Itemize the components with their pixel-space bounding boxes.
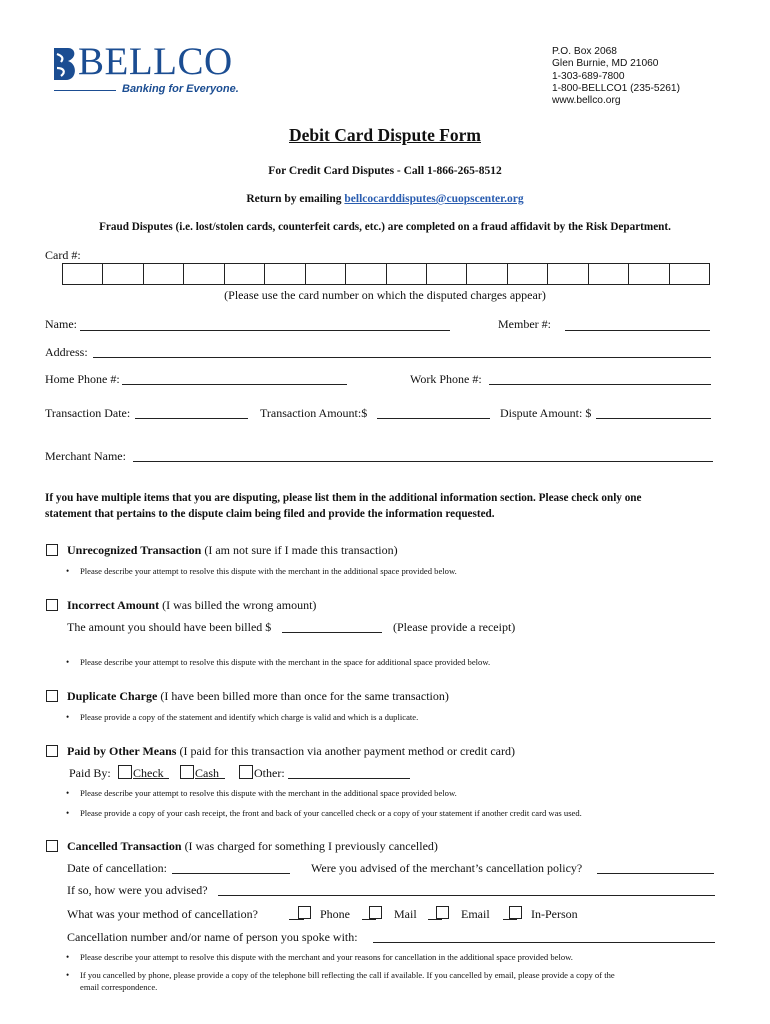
cancel-date-field[interactable] <box>172 873 290 874</box>
incorrect-amount-checkbox[interactable] <box>46 599 58 611</box>
logo-rule <box>54 90 116 91</box>
cancel-date-label: Date of cancellation: <box>67 861 167 875</box>
paid-by-cash-label: Cash <box>195 766 219 780</box>
work-phone-field[interactable] <box>489 384 711 385</box>
paid-by-other-field[interactable] <box>288 778 410 779</box>
contact-block <box>552 46 680 107</box>
paid-by-check-checkbox[interactable] <box>118 765 132 779</box>
paid-by-check-label: Check <box>133 766 164 780</box>
dispute-amount-field[interactable] <box>596 418 711 419</box>
contact-phone-1: 1-303-689-7800 <box>552 70 625 82</box>
bullet-icon: • <box>66 566 70 576</box>
incorrect-desc: (I was billed the wrong amount) <box>159 598 317 612</box>
method-email-label: Email <box>461 907 490 921</box>
name-field[interactable] <box>80 330 450 331</box>
unrecognized-desc: (I am not sure if I made this transaction) <box>201 543 398 557</box>
paid-by-label: Paid By: <box>69 766 111 780</box>
incorrect-bullet: Please describe your attempt to resolve this dispute with the merchant in the space for additional space provided below. <box>80 657 491 667</box>
method-mail-checkbox[interactable] <box>369 906 382 919</box>
name-label: Name: <box>45 317 77 331</box>
duplicate-desc: (I have been billed more than once for the same transaction) <box>157 689 449 703</box>
return-email-link[interactable]: bellcocarddisputes@cuopscenter.org <box>344 193 524 205</box>
paid-by-other-checkbox[interactable] <box>239 765 253 779</box>
unrecognized-checkbox[interactable] <box>46 544 58 556</box>
other-means-checkbox[interactable] <box>46 745 58 757</box>
unrecognized-heading <box>67 543 398 558</box>
method-phone-checkbox[interactable] <box>298 906 311 919</box>
cancel-person-label: Cancellation number and/or name of person you spoke with: <box>67 930 358 944</box>
unrecognized-bullet: Please describe your attempt to resolve this dispute with the merchant in the additional space provided below. <box>80 566 457 576</box>
credit-card-note: For Credit Card Disputes - Call 1-866-265-8512 <box>268 165 502 177</box>
bullet-icon: • <box>66 970 70 980</box>
cancel-how-field[interactable] <box>218 895 715 896</box>
work-phone-label: Work Phone #: <box>410 372 482 386</box>
incorrect-title: Incorrect Amount <box>67 598 160 612</box>
cancelled-checkbox[interactable] <box>46 840 58 852</box>
transaction-amount-label: Transaction Amount:$ <box>260 406 368 420</box>
merchant-field[interactable] <box>133 461 713 462</box>
duplicate-title: Duplicate Charge <box>67 689 158 703</box>
paid-by-cash-checkbox[interactable] <box>180 765 194 779</box>
duplicate-bullet: Please provide a copy of the statement and identify which charge is valid and which is a duplicate. <box>80 712 419 722</box>
contact-website: www.bellco.org <box>552 95 621 107</box>
return-line <box>0 193 770 205</box>
bellco-logo <box>52 40 242 100</box>
method-phone-label: Phone <box>320 907 350 921</box>
cancelled-bullet-2b: email correspondence. <box>80 982 158 992</box>
cancel-policy-label: Were you advised of the merchant’s cancellation policy? <box>311 861 583 875</box>
transaction-date-field[interactable] <box>135 418 248 419</box>
card-label: Card #: <box>45 248 81 262</box>
card-hint: (Please use the card number on which the disputed charges appear) <box>224 288 546 302</box>
cancelled-heading <box>67 839 438 854</box>
bullet-icon: • <box>66 712 70 722</box>
cancel-how-label: If so, how were you advised? <box>67 883 208 897</box>
cancel-method-label: What was your method of cancellation? <box>67 907 258 921</box>
address-field[interactable] <box>93 357 711 358</box>
merchant-label: Merchant Name: <box>45 449 126 463</box>
correct-amount-field[interactable] <box>282 632 382 633</box>
other-means-heading <box>67 744 515 759</box>
method-inperson-label: In-Person <box>531 907 578 921</box>
cash-underline <box>195 778 225 779</box>
instructions-line-1: If you have multiple items that you are disputing, please list them in the additional information section. Please check only one <box>45 492 642 504</box>
transaction-date-label: Transaction Date: <box>45 406 131 420</box>
member-field[interactable] <box>565 330 710 331</box>
bellco-logo-icon <box>52 46 78 84</box>
member-label: Member #: <box>498 317 551 331</box>
logo-tagline: Banking for Everyone. <box>122 83 239 95</box>
cancel-policy-field[interactable] <box>597 873 714 874</box>
duplicate-heading <box>67 689 449 704</box>
phone-underline <box>289 919 304 920</box>
bullet-icon: • <box>66 952 70 962</box>
cancel-person-field[interactable] <box>373 942 715 943</box>
check-underline <box>133 778 169 779</box>
cancelled-desc: (I was charged for something I previously cancelled) <box>181 839 438 853</box>
transaction-amount-field[interactable] <box>377 418 490 419</box>
contact-phone-2: 1-800-BELLCO1 (235-5261) <box>552 82 680 94</box>
other-means-title: Paid by Other Means <box>67 744 177 758</box>
email-underline <box>428 919 442 920</box>
instructions-line-2: statement that pertains to the dispute claim being filed and provide the information requested. <box>45 508 495 520</box>
correct-amount-label: The amount you should have been billed $ <box>67 620 272 634</box>
mail-underline <box>362 919 376 920</box>
dispute-amount-label: Dispute Amount: $ <box>500 406 592 420</box>
duplicate-charge-checkbox[interactable] <box>46 690 58 702</box>
contact-address-1: P.O. Box 2068 <box>552 46 617 57</box>
receipt-note: (Please provide a receipt) <box>393 620 516 634</box>
logo-wordmark: BELLCO <box>78 40 233 83</box>
bullet-icon: • <box>66 657 70 667</box>
cancelled-bullet-2a: If you cancelled by phone, please provide a copy of the telephone bill reflecting the call if available. If you cancelled by email, please provide a copy of the <box>80 970 615 980</box>
other-means-bullet-1: Please describe your attempt to resolve this dispute with the merchant in the additional space provided below. <box>80 788 457 798</box>
form-title: Debit Card Dispute Form <box>289 125 481 145</box>
method-mail-label: Mail <box>394 907 417 921</box>
return-prefix: Return by emailing <box>246 193 345 205</box>
bullet-icon: • <box>66 808 70 818</box>
address-label: Address: <box>45 345 88 359</box>
other-means-bullet-2: Please provide a copy of your cash receipt, the front and back of your cancelled check or a copy of your statement if another credit card was used. <box>80 808 582 818</box>
contact-address-2: Glen Burnie, MD 21060 <box>552 58 659 70</box>
paid-by-other-label: Other: <box>254 766 285 780</box>
card-number-field[interactable] <box>62 263 710 285</box>
other-means-desc: (I paid for this transaction via another payment method or credit card) <box>176 744 515 758</box>
home-phone-label: Home Phone #: <box>45 372 120 386</box>
bullet-icon: • <box>66 788 70 798</box>
fraud-note: Fraud Disputes (i.e. lost/stolen cards, counterfeit cards, etc.) are completed on a fraud affidavit by the Risk Department. <box>99 221 671 233</box>
incorrect-heading <box>67 598 316 613</box>
cancelled-title: Cancelled Transaction <box>67 839 182 853</box>
home-phone-field[interactable] <box>122 384 347 385</box>
method-inperson-checkbox[interactable] <box>509 906 522 919</box>
method-email-checkbox[interactable] <box>436 906 449 919</box>
inperson-underline <box>503 919 517 920</box>
unrecognized-title: Unrecognized Transaction <box>67 543 202 557</box>
cancelled-bullet-1: Please describe your attempt to resolve this dispute with the merchant and your reasons for cancellation in the additional space provided below. <box>80 952 573 962</box>
